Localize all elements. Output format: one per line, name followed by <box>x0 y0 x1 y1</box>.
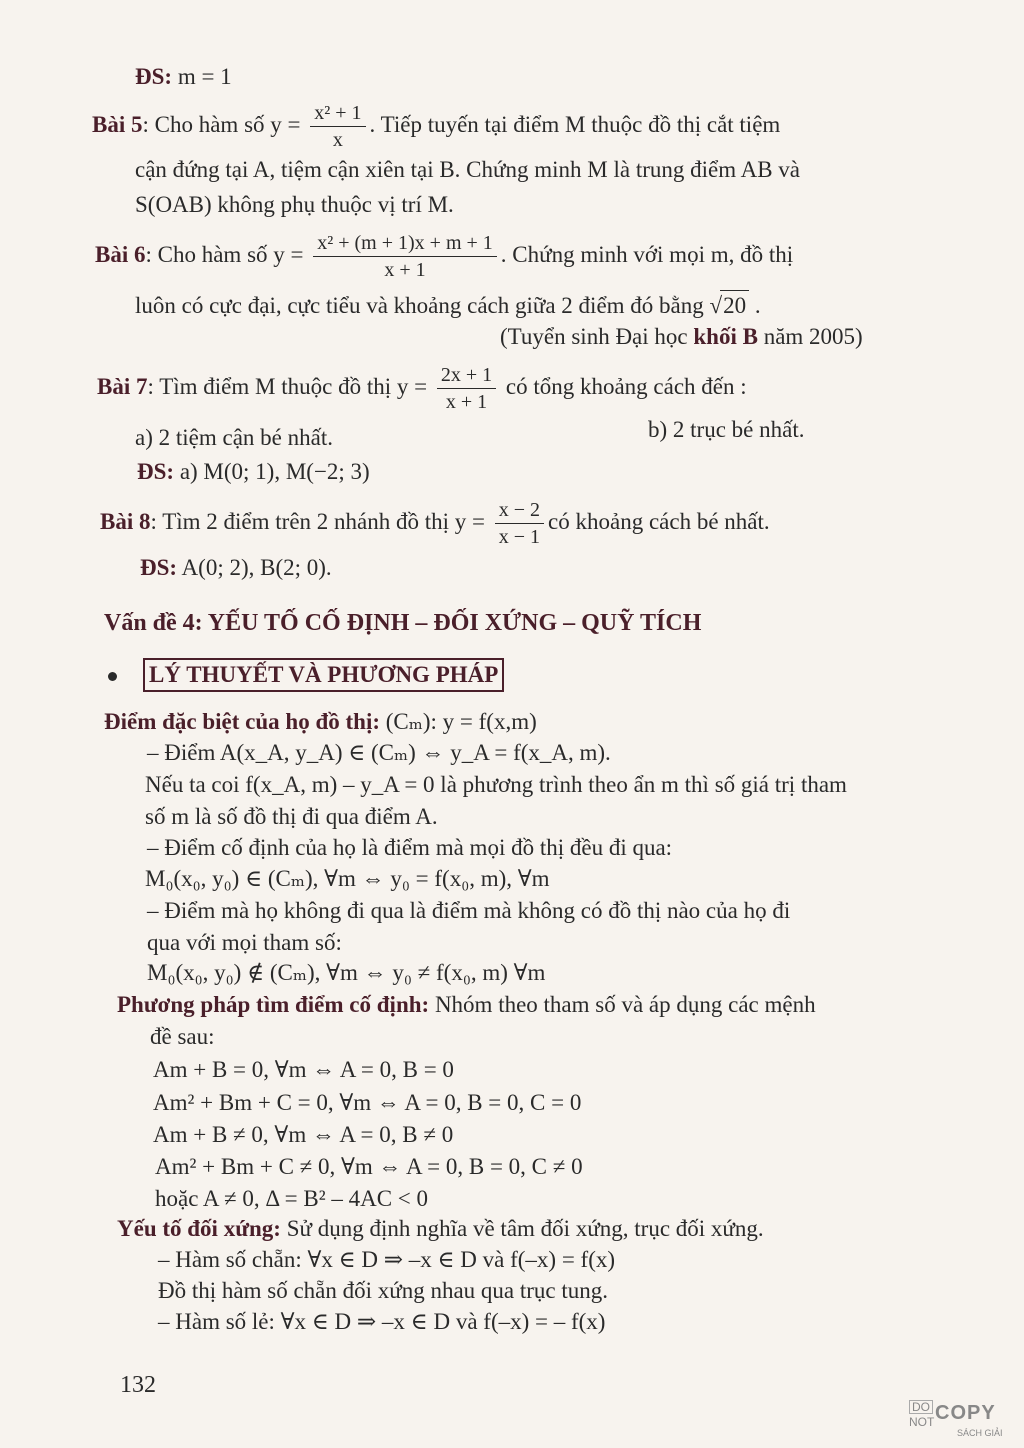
bai5-post: . Tiếp tuyến tại điểm M thuộc đồ thị cắt tiệm <box>369 111 781 137</box>
logo-do: DO <box>909 1400 933 1414</box>
bai8-label: Bài 8 <box>100 508 151 534</box>
bai7-fraction <box>437 362 496 415</box>
bai6-src-pre: (Tuyển sinh Đại học <box>500 324 694 349</box>
special-points-line <box>104 707 537 737</box>
bai5-line2: cận đứng tại A, tiệm cận xiên tại B. Chứng minh M là trung điểm AB và <box>135 157 801 182</box>
bai6-pre: : Cho hàm số y = <box>145 241 304 267</box>
bai6-l2: luôn có cực đại, cực tiểu và khoảng cách giữa 2 điểm đó bằng <box>135 293 704 318</box>
bai6-label: Bài 6 <box>95 241 146 267</box>
section-heading: Vấn đề 4: YẾU TỐ CỐ ĐỊNH – ĐỐI XỨNG – QUỸ TÍCH <box>104 610 702 636</box>
special-points-label: Điểm đặc biệt của họ đồ thị: <box>104 709 380 734</box>
bai6-src-post: năm 2005) <box>757 324 863 349</box>
method-label: Phương pháp tìm điểm cố định: <box>117 992 430 1017</box>
ds-text: a) M(0; 1), M(−2; 3) <box>179 459 370 484</box>
bai5-fraction <box>310 100 365 153</box>
formula-5: hoặc A ≠ 0, Δ = B² – 4AC < 0 <box>155 1186 429 1211</box>
theory-line-h: M₀(x₀, y₀) ∉ (Cₘ), ∀m ⇔ y₀ ≠ f(x₀, m) ∀m <box>147 960 546 985</box>
theory-line-b: Nếu ta coi f(x_A, m) – y_A = 0 là phương trình theo ẩn m thì số giá trị tham <box>145 772 847 797</box>
bai7-a: a) 2 tiệm cận bé nhất. <box>135 425 333 450</box>
method-text: Nhóm theo tham số và áp dụng các mệnh <box>429 992 816 1017</box>
sqrt-sign: √ <box>709 293 723 318</box>
bai7-line1 <box>97 362 747 415</box>
bai6-line1 <box>95 230 793 283</box>
formula-1: Am + B = 0, ∀m ⇔ A = 0, B = 0 <box>153 1057 454 1082</box>
theory-line-a: – Điểm A(x_A, y_A) ∈ (Cₘ) ⇔ y_A = f(x_A, m). <box>147 740 611 765</box>
ds-text: m = 1 <box>177 64 232 89</box>
special-points-text: (Cₘ): y = f(x,m) <box>385 709 537 734</box>
bai6-line2 <box>135 290 761 321</box>
symmetry-line-3: – Hàm số lẻ: ∀x ∈ D ⇒ –x ∈ D và f(–x) = – f(x) <box>158 1309 606 1334</box>
bai6-src-bold: khối B <box>693 324 758 349</box>
theory-line-f: – Điểm mà họ không đi qua là điểm mà không có đồ thị nào của họ đi <box>147 898 791 923</box>
method-line2: đề sau: <box>150 1024 215 1049</box>
symmetry-line-1: – Hàm số chẵn: ∀x ∈ D ⇒ –x ∈ D và f(–x) = f(x) <box>158 1247 616 1272</box>
bai6-den: x + 1 <box>384 259 426 281</box>
bai6-fraction <box>313 230 497 283</box>
bullet-icon <box>108 672 117 681</box>
bai7-den: x + 1 <box>445 391 488 413</box>
bai8-pre: : Tìm 2 điểm trên 2 nhánh đồ thị y = <box>150 508 485 534</box>
bai5-pre: : Cho hàm số y = <box>142 111 301 137</box>
ds8-line <box>140 553 332 583</box>
page-number: 132 <box>120 1372 156 1398</box>
ds7-line <box>137 457 370 487</box>
theory-heading-line <box>108 658 504 692</box>
theory-heading: LÝ THUYẾT VÀ PHƯƠNG PHÁP <box>143 658 504 692</box>
do-not-copy-logo <box>905 1400 1009 1440</box>
formula-3: Am + B ≠ 0, ∀m ⇔ A = 0, B ≠ 0 <box>153 1122 454 1147</box>
bai8-post: có khoảng cách bé nhất. <box>548 508 770 534</box>
theory-line-d: – Điểm cố định của họ là điểm mà mọi đồ thị đều đi qua: <box>147 835 673 860</box>
logo-not: NOT <box>909 1415 935 1429</box>
logo-sach: SÁCH GIẢI <box>957 1428 1003 1438</box>
bai7-num: 2x + 1 <box>437 362 496 389</box>
ds-label: ĐS: <box>137 459 175 484</box>
bai5-label: Bài 5 <box>92 111 143 137</box>
bai6-source <box>500 322 863 352</box>
theory-line-e: M₀(x₀, y₀) ∈ (Cₘ), ∀m ⇔ y₀ = f(x₀, m), ∀m <box>145 866 550 891</box>
bai5-num: x² + 1 <box>310 100 365 127</box>
bai6-sqrt: 20 <box>720 290 749 321</box>
bai5-line1 <box>92 100 780 153</box>
bai7-label: Bài 7 <box>97 373 148 399</box>
symmetry-label: Yếu tố đối xứng: <box>117 1216 281 1241</box>
ds-text: A(0; 2), B(2; 0). <box>181 555 332 580</box>
symmetry-line-2: Đồ thị hàm số chẵn đối xứng nhau qua trục tung. <box>158 1278 609 1303</box>
bai8-line1 <box>100 497 770 550</box>
bai8-num: x − 2 <box>495 497 544 524</box>
ds1-line <box>135 62 232 92</box>
bai7-b: b) 2 trục bé nhất. <box>648 417 805 442</box>
symmetry-line <box>117 1214 764 1244</box>
bai8-den: x − 1 <box>498 526 541 548</box>
bai8-fraction <box>495 497 544 550</box>
ds-label: ĐS: <box>140 555 178 580</box>
bai6-post: . Chứng minh với mọi m, đồ thị <box>500 241 794 267</box>
bai5-line3: S(OAB) không phụ thuộc vị trí M. <box>135 192 454 217</box>
theory-line-c: số m là số đồ thị đi qua điểm A. <box>145 804 438 829</box>
formula-2: Am² + Bm + C = 0, ∀m ⇔ A = 0, B = 0, C = 0 <box>153 1090 582 1115</box>
ds-label: ĐS: <box>135 64 173 89</box>
bai5-den: x <box>332 129 343 151</box>
symmetry-text: Sử dụng định nghĩa về tâm đối xứng, trục đối xứng. <box>280 1216 764 1241</box>
logo-copy: COPY <box>935 1402 996 1424</box>
formula-4: Am² + Bm + C ≠ 0, ∀m ⇔ A = 0, B = 0, C ≠ 0 <box>155 1154 583 1179</box>
bai6-num: x² + (m + 1)x + m + 1 <box>313 230 497 257</box>
theory-line-g: qua với mọi tham số: <box>147 930 342 955</box>
bai7-post: có tổng khoảng cách đến : <box>505 373 747 399</box>
bai7-pre: : Tìm điểm M thuộc đồ thị y = <box>147 373 428 399</box>
bai6-l2-end: . <box>754 293 761 318</box>
method-line <box>117 990 816 1020</box>
